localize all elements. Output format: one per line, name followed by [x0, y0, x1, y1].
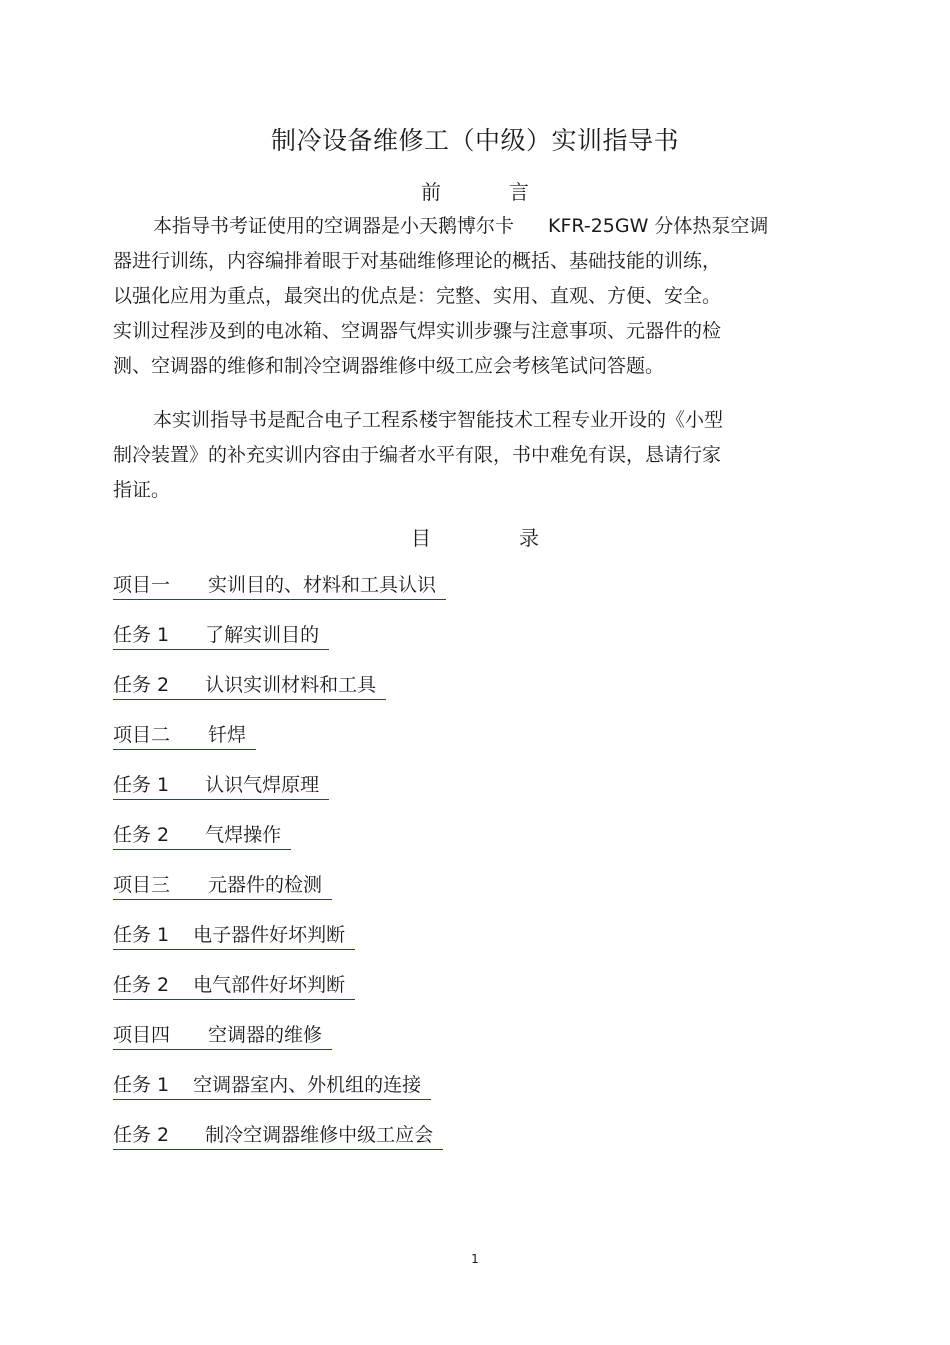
toc-item-label: 任务 1	[113, 624, 170, 646]
toc-item-label: 项目二	[113, 724, 171, 746]
table-of-contents	[113, 568, 446, 1168]
toc-link[interactable]	[113, 673, 386, 700]
toc-link[interactable]	[113, 823, 291, 850]
toc-item	[113, 818, 446, 868]
toc-item-title: 电气部件好坏判断	[193, 974, 346, 996]
toc-heading-char-2: 录	[519, 526, 539, 550]
toc-heading-char-1: 目	[411, 526, 431, 550]
paragraph-line: 器进行训练，内容编排着眼于对基础维修理论的概括、基础技能的训练，	[113, 250, 722, 272]
preface-heading-char-1: 前	[421, 180, 441, 204]
toc-item-title: 认识气焊原理	[205, 774, 320, 796]
toc-item	[113, 568, 446, 618]
preface-paragraph-1	[113, 209, 843, 384]
toc-item	[113, 1118, 446, 1168]
paragraph-line	[113, 209, 843, 244]
toc-link[interactable]	[113, 973, 355, 1000]
toc-item-label: 任务 1	[113, 774, 170, 796]
toc-item-label: 任务 1	[113, 1074, 170, 1096]
toc-item-label: 项目三	[113, 874, 171, 896]
toc-item-label: 任务 1	[113, 924, 170, 946]
toc-link[interactable]	[113, 723, 256, 750]
paragraph-line: 制冷装置》的补充实训内容由于编者水平有限，书中难免有误，恳请行家	[113, 444, 722, 466]
toc-item-title: 气焊操作	[205, 824, 282, 846]
toc-link[interactable]	[113, 573, 446, 600]
toc-link[interactable]	[113, 773, 329, 800]
document-title: 制冷设备维修工（中级）实训指导书	[270, 126, 679, 155]
toc-item	[113, 768, 446, 818]
toc-item	[113, 968, 446, 1018]
preface-paragraph-2	[113, 403, 843, 508]
toc-item-title: 认识实训材料和工具	[205, 674, 377, 696]
paragraph-line: 指证。	[113, 479, 171, 501]
paragraph-line: 测、空调器的维修和制冷空调器维修中级工应会考核笔试问答题。	[113, 355, 665, 377]
paragraph-line: 以强化应用为重点，最突出的优点是：完整、实用、直观、方便、安全。	[113, 285, 722, 307]
toc-item-label: 任务 2	[113, 674, 170, 696]
toc-link[interactable]	[113, 623, 329, 650]
preface-heading-char-2: 言	[509, 180, 529, 204]
toc-item	[113, 918, 446, 968]
toc-item-label: 任务 2	[113, 1124, 170, 1146]
preface-heading	[0, 176, 950, 205]
paragraph-line: 实训过程涉及到的电冰箱、空调器气焊实训步骤与注意事项、元器件的检	[113, 320, 722, 342]
paragraph-text: 本指导书考证使用的空调器是小天鹅博尔卡	[153, 215, 515, 237]
toc-item-title: 元器件的检测	[208, 874, 323, 896]
toc-link[interactable]	[113, 1023, 332, 1050]
toc-item	[113, 1018, 446, 1068]
toc-heading	[0, 522, 950, 551]
toc-item-label: 项目一	[113, 574, 171, 596]
toc-item-title: 空调器室内、外机组的连接	[193, 1074, 422, 1096]
toc-item	[113, 718, 446, 768]
toc-item	[113, 618, 446, 668]
toc-item-title: 实训目的、材料和工具认识	[208, 574, 437, 596]
toc-item-title: 电子器件好坏判断	[193, 924, 346, 946]
toc-item-label: 任务 2	[113, 824, 170, 846]
toc-item	[113, 868, 446, 918]
paragraph-text: 本实训指导书是配合电子工程系楼宇智能技术工程专业开设的《小型	[153, 409, 724, 431]
toc-item-title: 钎焊	[208, 724, 247, 746]
toc-item	[113, 668, 446, 718]
toc-item-title: 制冷空调器维修中级工应会	[205, 1124, 434, 1146]
toc-item-title: 空调器的维修	[208, 1024, 323, 1046]
toc-item-title: 了解实训目的	[205, 624, 320, 646]
toc-link[interactable]	[113, 1073, 431, 1100]
toc-item-label: 项目四	[113, 1024, 171, 1046]
toc-item-label: 任务 2	[113, 974, 170, 996]
paragraph-line	[113, 403, 843, 438]
toc-item	[113, 1068, 446, 1118]
page-number: 1	[471, 1252, 479, 1266]
toc-link[interactable]	[113, 923, 355, 950]
toc-link[interactable]	[113, 873, 332, 900]
toc-link[interactable]	[113, 1123, 443, 1150]
paragraph-text: KFR-25GW 分体热泵空调	[548, 215, 769, 237]
